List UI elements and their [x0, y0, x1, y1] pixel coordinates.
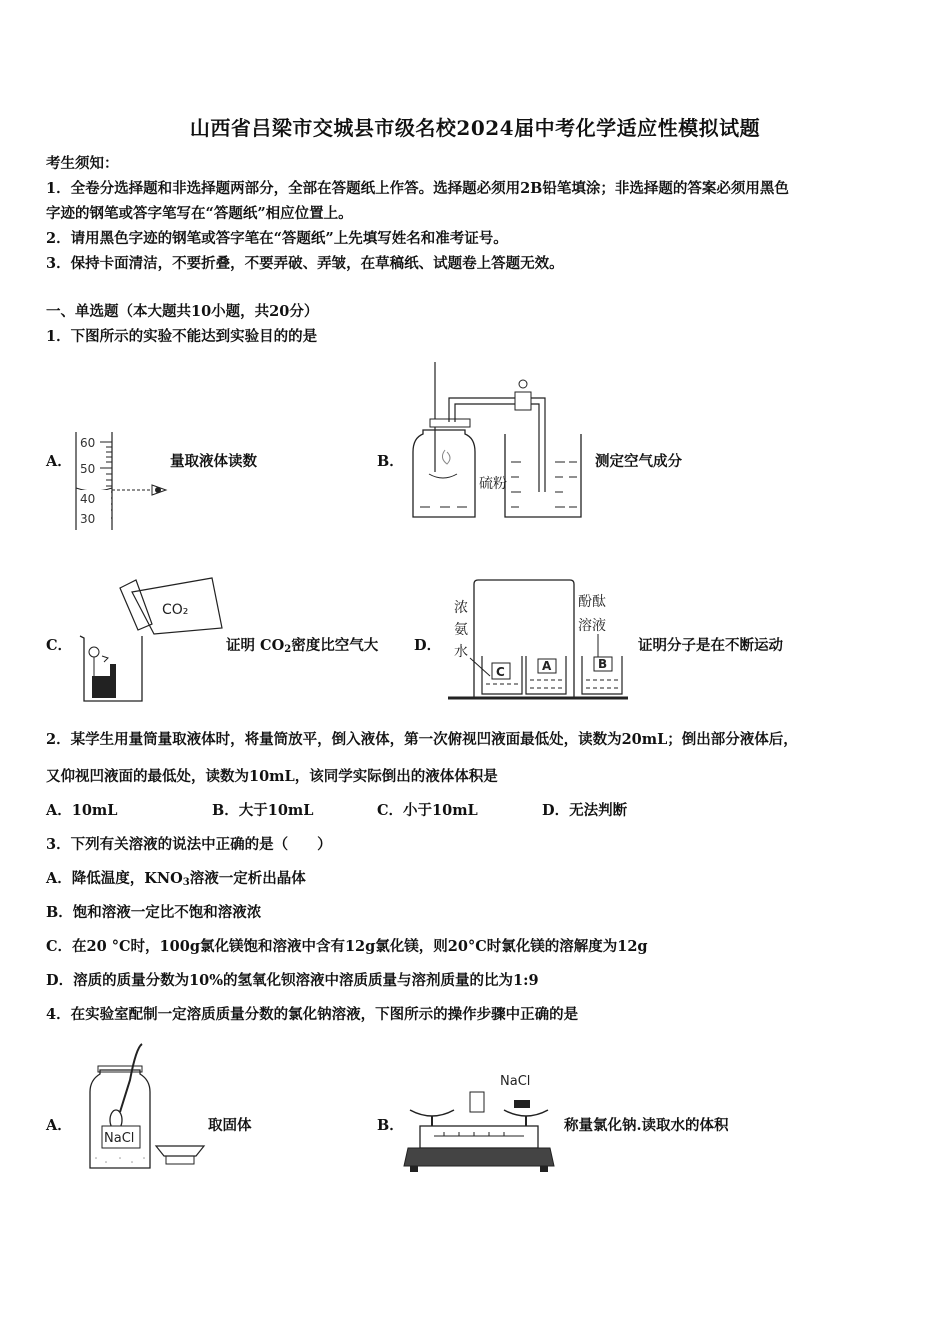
q2-option-a: A．10mL — [46, 802, 118, 819]
q4-option-a-label: A． — [46, 1117, 72, 1134]
notice-line-2: 2．请用黑色字迹的钢笔或答字笔在“答题纸”上先填写姓名和准考证号。 — [46, 230, 508, 247]
q3-option-d: D．溶质的质量分数为10%的氢氧化钡溶液中溶质质量与溶剂质量的比为1:9 — [46, 972, 539, 989]
q3-option-a-post: 溶液一定析出晶体 — [189, 870, 306, 887]
tick-label-30: 30 — [80, 512, 96, 526]
q3-option-a-sub: 3 — [182, 877, 190, 888]
beaker-label-a: A — [542, 659, 552, 673]
q2-stem-line-1: 2．某学生用量筒量取液体时，将量筒放平，倒入液体，第一次俯视凹液面最低处，读数为20mL；倒出部分液体后， — [46, 731, 798, 748]
q1-option-c-label: C． — [46, 637, 73, 654]
q4-option-b-text: 称量氯化钠.读取水的体积 — [564, 1117, 729, 1134]
co2-label: CO₂ — [162, 602, 189, 618]
sulfur-powder-label: 硫粉 — [479, 476, 507, 492]
tick-label-50: 50 — [80, 462, 96, 476]
q3-option-b: B．饱和溶液一定比不饱和溶液浓 — [46, 904, 262, 921]
q1-option-b-text: 测定空气成分 — [595, 453, 682, 470]
q3-option-a-pre: A．降低温度，KNO — [46, 870, 183, 887]
q3-option-a — [46, 869, 306, 893]
q1-option-c-text-post: 密度比空气大 — [291, 637, 379, 654]
ammonia-label-2: 氨 — [454, 622, 468, 638]
q2-option-b: B．大于10mL — [212, 802, 314, 819]
phenolphthalein-label-2: 溶液 — [578, 618, 606, 634]
q1-option-d-text: 证明分子是在不断运动 — [638, 637, 783, 654]
tick-label-60: 60 — [80, 436, 96, 450]
beaker-label-b: B — [598, 657, 608, 671]
q2-option-d: D．无法判断 — [542, 802, 628, 819]
notice-line-3: 3．保持卡面清洁，不要折叠，不要弄破、弄皱，在草稿纸、试题卷上答题无效。 — [46, 255, 564, 272]
section-heading: 一、单选题（本大题共10小题，共20分） — [46, 303, 319, 320]
q1-option-c-text-pre: 证明 CO — [226, 637, 285, 654]
q1-option-c-text-sub: 2 — [284, 644, 292, 655]
balance-scale-figure — [404, 1070, 564, 1180]
q4-option-a-text: 取固体 — [208, 1117, 252, 1134]
phenolphthalein-label-1: 酚酞 — [578, 594, 606, 610]
air-composition-apparatus-figure — [405, 362, 590, 522]
beaker-label-c: C — [496, 665, 505, 679]
notice-line-1b: 字迹的钢笔或答字笔写在“答题纸”相应位置上。 — [46, 205, 353, 222]
q4-stem: 4．在实验室配制一定溶质质量分数的氯化钠溶液，下图所示的操作步骤中正确的是 — [46, 1006, 579, 1023]
notice-heading: 考生须知： — [46, 155, 119, 172]
ammonia-label-3: 水 — [454, 644, 468, 660]
nacl-weighing-label: NaCl — [500, 1074, 531, 1089]
q1-option-b-label: B． — [377, 453, 404, 470]
co2-pouring-figure — [72, 576, 222, 711]
q2-option-c: C．小于10mL — [377, 802, 478, 819]
q1-option-c-text — [226, 634, 378, 655]
q3-option-c: C．在20 °C时，100g氯化镁饱和溶液中含有12g氯化镁，则20°C时氯化镁的溶解度为12g — [46, 938, 648, 955]
q1-option-a-text: 量取液体读数 — [170, 453, 257, 470]
notice-line-1a: 1．全卷分选择题和非选择题两部分，全部在答题纸上作答。选择题必须用2B铅笔填涂；非选择题的答案必须用黑色 — [46, 180, 789, 197]
ammonia-label-1: 浓 — [454, 600, 468, 616]
graduated-cylinder-figure — [70, 430, 180, 535]
q1-stem: 1．下图所示的实验不能达到实验目的的是 — [46, 328, 318, 345]
nacl-bottle-label: NaCl — [104, 1131, 135, 1146]
eye-icon — [155, 487, 161, 493]
q4-option-b-label: B． — [377, 1117, 404, 1134]
page-title: 山西省吕梁市交城县市级名校2024届中考化学适应性模拟试题 — [189, 116, 761, 140]
q3-stem: 3．下列有关溶液的说法中正确的是（ ） — [46, 836, 332, 853]
q1-option-d-label: D． — [414, 637, 442, 654]
reagent-bottle-figure — [86, 1040, 216, 1172]
tick-label-40: 40 — [80, 492, 96, 506]
q1-option-a-label: A． — [46, 453, 72, 470]
molecule-motion-figure — [448, 578, 633, 703]
q2-stem-line-2: 又仰视凹液面的最低处，读数为10mL，该同学实际倒出的液体体积是 — [46, 768, 498, 785]
